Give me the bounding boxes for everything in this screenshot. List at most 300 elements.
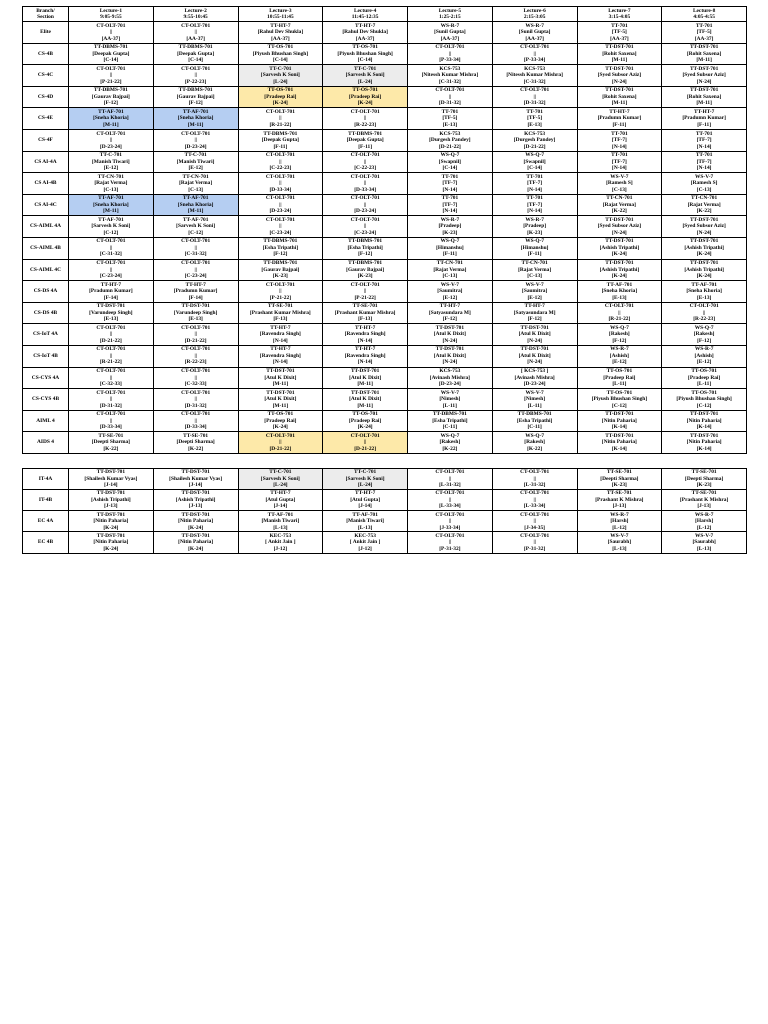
- faculty-name: [Pradumn Kumar]: [682, 115, 726, 122]
- lecture-cell: [662, 532, 747, 553]
- course-code: WS-Q-7: [525, 238, 545, 245]
- room-code: [K-14]: [611, 424, 627, 431]
- course-code: WS-Q-7: [525, 432, 545, 439]
- faculty-name: [Sneha Khoria]: [686, 288, 722, 295]
- room-code: [D-23-24]: [184, 143, 207, 150]
- room-code: [F-11]: [612, 121, 627, 128]
- room-code: [C-32-33]: [99, 381, 122, 388]
- room-code: [AA-37]: [610, 35, 629, 42]
- lecture-cell: [69, 237, 154, 259]
- course-code: TT-DST-701: [689, 432, 719, 439]
- lecture-cell: [323, 259, 408, 281]
- room-code: [AA-37]: [525, 35, 544, 42]
- course-code: CT-OLT-701: [435, 469, 465, 476]
- lecture-cell: [408, 237, 493, 259]
- room-code: [M-11]: [187, 121, 204, 128]
- room-code: [R-21-22]: [99, 359, 122, 366]
- faculty-name: [Saurabh]: [692, 539, 716, 546]
- lecture-cell: [238, 367, 323, 389]
- room-code: [C-14]: [103, 57, 119, 64]
- lecture-cell: [153, 410, 238, 432]
- room-code: [C-31-32]: [99, 251, 122, 258]
- lecture-cell: [662, 345, 747, 367]
- section-name: CS-4E: [23, 108, 69, 130]
- faculty-name: [Gaurav Bajpai]: [261, 266, 300, 273]
- course-code: TT-DST-701: [605, 65, 634, 72]
- room-code: [K-22]: [696, 208, 712, 215]
- lecture-header: [323, 7, 408, 22]
- lecture-cell: [69, 86, 154, 108]
- course-code: TT-DST-701: [266, 368, 295, 375]
- course-code: WS-Q-7: [525, 152, 545, 159]
- course-code: WS-Q-7: [694, 324, 714, 331]
- lecture-cell: [577, 324, 662, 346]
- course-code: TT-DBMS-701: [263, 260, 298, 267]
- room-code: [N-14]: [696, 165, 712, 172]
- faculty-name: [Esha Tripathi]: [347, 244, 383, 251]
- course-code: TT-OS-701: [352, 44, 378, 51]
- course-code: WS-V-7: [525, 389, 544, 396]
- faculty-name: [Ravendra Singh]: [344, 352, 386, 359]
- faculty-name: ||: [194, 352, 197, 359]
- room-code: [M-11]: [103, 121, 119, 128]
- lecture-label: Lecture-2: [184, 7, 207, 14]
- faculty-name: [Ravendra Singh]: [259, 331, 301, 338]
- room-code: [L-31-32]: [523, 482, 546, 489]
- lecture-header: [69, 7, 154, 22]
- faculty-name: [Harsh]: [610, 518, 629, 525]
- lecture-cell: [408, 86, 493, 108]
- lecture-cell: [69, 65, 154, 87]
- course-code: WS-R-7: [610, 511, 629, 518]
- lecture-cell: [662, 490, 747, 511]
- course-code: TT-DBMS-701: [263, 130, 298, 137]
- room-code: [F-12]: [358, 251, 373, 258]
- lecture-cell: [323, 43, 408, 65]
- faculty-name: [Rakesh]: [609, 331, 630, 338]
- faculty-name: [Rajat Verma]: [687, 201, 721, 208]
- room-code: [J-14]: [188, 482, 203, 489]
- faculty-name: [Ramesh S]: [606, 180, 633, 187]
- lecture-cell: [153, 532, 238, 553]
- room-code: [K-24]: [611, 251, 627, 258]
- course-code: [ KCS-753 ]: [520, 368, 549, 375]
- lecture-cell: [662, 367, 747, 389]
- course-code: TT-AF-701: [98, 195, 124, 202]
- lecture-cell: [662, 410, 747, 432]
- lecture-cell: [662, 324, 747, 346]
- lecture-cell: [577, 151, 662, 173]
- lecture-cell: [238, 194, 323, 216]
- course-code: TT-C-701: [269, 469, 292, 476]
- course-code: CT-OLT-701: [96, 411, 126, 418]
- faculty-name: [Pradeep]: [523, 223, 546, 230]
- faculty-name: [Deepti Sharma]: [91, 439, 130, 446]
- room-code: [K-24]: [357, 100, 373, 107]
- room-code: [K-23]: [527, 229, 543, 236]
- room-code: [E-12]: [527, 294, 542, 301]
- lecture-cell: [492, 108, 577, 130]
- room-code: [L-13]: [273, 524, 288, 531]
- lecture-cell: [153, 490, 238, 511]
- course-code: TT-DST-701: [181, 511, 210, 518]
- room-code: [C-14]: [527, 165, 542, 172]
- lecture-label: Lecture-4: [353, 7, 377, 14]
- course-code: CT-OLT-701: [265, 432, 295, 439]
- room-code: [K-23]: [272, 273, 288, 280]
- lecture-label: Lecture-1: [99, 7, 123, 14]
- course-code: TT-SE-701: [267, 303, 293, 310]
- course-code: TT-SE-701: [98, 432, 124, 439]
- faculty-name: ||: [448, 50, 452, 57]
- room-code: [N-14]: [273, 337, 288, 344]
- faculty-name: [Nitin Paharia]: [686, 417, 722, 424]
- room-code: [K-14]: [611, 445, 627, 452]
- course-code: WS-R-7: [694, 346, 714, 353]
- room-code: [N-14]: [442, 208, 458, 215]
- lecture-cell: [323, 108, 408, 130]
- lecture-cell: [69, 173, 154, 195]
- course-code: TT-SE-701: [606, 469, 632, 476]
- faculty-name: [Nitessh Kumar Mishra]: [421, 72, 479, 79]
- room-code: [P-33-34]: [439, 57, 461, 64]
- faculty-name: [Rohit Saxena]: [686, 93, 722, 100]
- faculty-name: [Rakesh]: [524, 439, 545, 446]
- faculty-name: ||: [448, 475, 452, 482]
- lecture-cell: [69, 151, 154, 173]
- course-code: TT-DST-701: [689, 44, 719, 51]
- room-code: [N-14]: [527, 208, 542, 215]
- lecture-cell: [238, 281, 323, 303]
- room-code: [AA-37]: [694, 35, 714, 42]
- faculty-name: ||: [109, 352, 113, 359]
- course-code: WS-V-7: [440, 281, 459, 288]
- course-code: TT-DST-701: [605, 432, 634, 439]
- table-row: [23, 108, 747, 130]
- room-code: [P-31-32]: [523, 545, 546, 552]
- room-code: [J-33-34]: [439, 524, 461, 531]
- room-code: [E-12]: [188, 165, 203, 172]
- course-code: CT-OLT-701: [265, 152, 295, 159]
- room-code: [D-21-22]: [184, 337, 207, 344]
- faculty-name: [ Ankit Jain ]: [265, 539, 296, 546]
- room-code: [L-24]: [357, 78, 373, 85]
- lecture-cell: [323, 65, 408, 87]
- faculty-name: ||: [109, 374, 113, 381]
- room-code: [D-21-22]: [354, 445, 377, 452]
- course-code: CT-OLT-701: [96, 389, 126, 396]
- faculty-name: [Nitin Paharia]: [178, 518, 214, 525]
- timetable-secondary-body: [23, 468, 747, 553]
- lecture-cell: [492, 432, 577, 454]
- room-code: [N-24]: [527, 359, 542, 366]
- faculty-name: [Sarvesh K Soni]: [176, 223, 216, 230]
- room-code: [N-14]: [273, 359, 288, 366]
- section-name: CS AI-4C: [23, 194, 69, 216]
- room-code: [J-13]: [188, 503, 203, 510]
- section-name: CS-CYS 4A: [23, 367, 69, 389]
- room-code: [N-24]: [696, 78, 712, 85]
- course-code: TT-DBMS-701: [263, 238, 298, 245]
- course-code: CT-OLT-701: [435, 44, 465, 51]
- faculty-name: [Atul K Dixit]: [264, 374, 297, 381]
- course-code: CT-OLT-701: [520, 87, 550, 94]
- room-code: [C-14]: [357, 57, 373, 64]
- lecture-cell: [323, 281, 408, 303]
- lecture-cell: [69, 324, 154, 346]
- course-code: CT-OLT-701: [181, 65, 211, 72]
- header-row: [23, 7, 747, 22]
- faculty-name: [Pradumn Kumar]: [173, 288, 218, 295]
- room-code: [J-14]: [273, 503, 288, 510]
- room-code: [K-23]: [611, 482, 627, 489]
- faculty-name: ||: [448, 496, 452, 503]
- course-code: WS-R-7: [694, 511, 714, 518]
- room-code: [J-14]: [104, 482, 118, 489]
- lecture-time: 2:15-3:05: [523, 14, 546, 20]
- lecture-cell: [153, 367, 238, 389]
- room-code: [K-22]: [103, 445, 119, 452]
- lecture-cell: [238, 259, 323, 281]
- lecture-cell: [492, 468, 577, 489]
- faculty-name: [Pradumn Kumar]: [89, 288, 133, 295]
- table-row: [23, 432, 747, 454]
- course-code: TT-HT-7: [354, 490, 376, 497]
- faculty-name: [TF-7]: [696, 137, 712, 144]
- course-code: TT-701: [441, 195, 459, 202]
- faculty-name: [Prashant Kumar Mishra]: [334, 309, 396, 316]
- faculty-name: ||: [533, 518, 536, 525]
- faculty-name: [Prashant K Mishra]: [595, 496, 644, 503]
- course-code: CT-OLT-701: [520, 490, 550, 497]
- course-code: TT-HT-7: [354, 346, 376, 353]
- faculty-name: [Himanshu]: [520, 244, 549, 251]
- room-code: [N-24]: [442, 337, 458, 344]
- lecture-cell: [69, 216, 154, 238]
- room-code: [C-31-32]: [184, 251, 207, 258]
- room-code: [C-13]: [612, 186, 627, 193]
- room-code: [L-11]: [527, 402, 542, 409]
- faculty-name: [Deepak Gupta]: [177, 50, 215, 57]
- lecture-cell: [662, 86, 747, 108]
- course-code: TT-AF-701: [98, 108, 124, 115]
- room-code: [L-13]: [612, 545, 627, 552]
- faculty-name: ||: [194, 331, 197, 338]
- faculty-name: [TF-5]: [611, 29, 627, 36]
- course-code: WS-V-7: [695, 173, 714, 180]
- course-code: WS-Q-7: [440, 152, 460, 159]
- faculty-name: [Deepak Gupta]: [92, 50, 130, 57]
- lecture-cell: [323, 194, 408, 216]
- faculty-name: [Pradeep Rai]: [264, 417, 297, 424]
- table-row: [23, 490, 747, 511]
- course-code: TT-CN-701: [436, 260, 463, 267]
- room-code: [K-14]: [696, 445, 712, 452]
- lecture-cell: [69, 281, 154, 303]
- faculty-name: ||: [618, 309, 621, 316]
- lecture-cell: [238, 237, 323, 259]
- room-code: [J-13]: [104, 503, 118, 510]
- course-code: KCS-753: [439, 130, 461, 137]
- section-name: AIML 4: [23, 410, 69, 432]
- lecture-cell: [69, 367, 154, 389]
- faculty-name: [Satyasundara M]: [513, 309, 556, 316]
- course-code: TT-HT-7: [270, 324, 291, 331]
- course-code: TT-701: [526, 108, 543, 115]
- lecture-header: [492, 7, 577, 22]
- room-code: [F-14]: [188, 294, 203, 301]
- faculty-name: [Piyush Bhushan Singh]: [252, 50, 309, 57]
- room-code: [N-24]: [442, 359, 458, 366]
- faculty-name: ||: [279, 115, 282, 122]
- faculty-name: [Nitin Paharia]: [601, 439, 637, 446]
- table-row: [23, 468, 747, 489]
- room-code: [L-33-34]: [439, 503, 461, 510]
- course-code: TT-C-701: [269, 65, 292, 72]
- faculty-name: ||: [109, 244, 113, 251]
- room-code: [C-23-24]: [354, 229, 377, 236]
- lecture-cell: [323, 490, 408, 511]
- room-code: [C-11]: [442, 424, 458, 431]
- table-row: [23, 22, 747, 44]
- faculty-name: ||: [533, 496, 536, 503]
- lecture-label: Lecture-3: [269, 7, 292, 14]
- room-code: [K-22]: [188, 445, 204, 452]
- faculty-name: ||: [109, 72, 113, 79]
- course-code: TT-AF-701: [267, 511, 294, 518]
- section-name: IT-4B: [23, 490, 69, 511]
- table-row: [23, 302, 747, 324]
- course-code: TT-DST-701: [350, 389, 380, 396]
- faculty-name: [TF-7]: [442, 201, 458, 208]
- lecture-cell: [323, 216, 408, 238]
- course-code: TT-DST-701: [605, 260, 634, 267]
- lecture-cell: [577, 259, 662, 281]
- room-code: [M-11]: [611, 57, 628, 64]
- course-code: TT-DST-701: [266, 389, 295, 396]
- room-code: [F-11]: [527, 251, 542, 258]
- course-code: TT-AF-701: [606, 281, 633, 288]
- faculty-name: [Syed Subsor Aziz]: [682, 72, 726, 79]
- course-code: TT-DST-701: [435, 324, 465, 331]
- lecture-cell: [153, 216, 238, 238]
- course-code: CT-OLT-701: [96, 368, 126, 375]
- course-code: TT-701: [695, 130, 713, 137]
- room-code: [M-11]: [696, 100, 712, 107]
- faculty-name: [Atul K Dixit]: [264, 396, 297, 403]
- course-code: WS-V-7: [610, 532, 629, 539]
- course-code: TT-DBMS-701: [93, 44, 128, 51]
- room-code: [N-24]: [527, 337, 542, 344]
- lecture-cell: [577, 43, 662, 65]
- lecture-cell: [577, 468, 662, 489]
- table-row: [23, 43, 747, 65]
- room-code: [N-14]: [357, 337, 373, 344]
- room-code: [E-12]: [103, 165, 119, 172]
- lecture-cell: [408, 129, 493, 151]
- course-code: CT-OLT-701: [181, 324, 211, 331]
- faculty-name: ||: [279, 180, 282, 187]
- course-code: TT-DST-701: [181, 532, 210, 539]
- lecture-cell: [153, 173, 238, 195]
- room-code: [D-23-24]: [99, 143, 122, 150]
- lecture-cell: [238, 216, 323, 238]
- course-code: KEC-753: [269, 532, 292, 539]
- course-code: TT-AF-701: [182, 216, 209, 223]
- faculty-name: [Ashish Tripathi]: [684, 266, 724, 273]
- lecture-cell: [153, 468, 238, 489]
- lecture-cell: [577, 173, 662, 195]
- table-row: [23, 511, 747, 532]
- faculty-name: [Ashish]: [609, 352, 629, 359]
- course-code: CT-OLT-701: [435, 87, 465, 94]
- faculty-name: [Atul K Dixit]: [433, 331, 466, 338]
- lecture-cell: [323, 367, 408, 389]
- lecture-cell: [492, 151, 577, 173]
- lecture-cell: [408, 490, 493, 511]
- faculty-name: [Gaurav Bajpai]: [91, 93, 130, 100]
- room-code: [D-31-32]: [523, 100, 546, 107]
- room-code: [K-22]: [527, 445, 543, 452]
- room-code: [D-23-24]: [523, 381, 546, 388]
- course-code: CT-OLT-701: [181, 368, 211, 375]
- table-row: [23, 216, 747, 238]
- course-code: KCS-753: [524, 130, 546, 137]
- room-code: [C-12]: [696, 402, 712, 409]
- room-code: [K-24]: [357, 424, 373, 431]
- faculty-name: ||: [194, 417, 197, 424]
- table-row: [23, 532, 747, 553]
- lecture-cell: [662, 43, 747, 65]
- lecture-cell: [153, 259, 238, 281]
- faculty-name: [Sneha Khoria]: [177, 115, 214, 122]
- lecture-cell: [238, 86, 323, 108]
- lecture-header: [577, 7, 662, 22]
- lecture-cell: [408, 324, 493, 346]
- section-name: EC 4B: [23, 532, 69, 553]
- room-code: [C-23-24]: [269, 229, 292, 236]
- lecture-cell: [408, 194, 493, 216]
- lecture-cell: [408, 65, 493, 87]
- faculty-name: [Nitin Paharia]: [178, 539, 214, 546]
- course-code: TT-OS-701: [606, 368, 633, 375]
- room-code: [L-11]: [697, 381, 712, 388]
- faculty-name: ||: [533, 93, 536, 100]
- section-name: CS-4F: [23, 129, 69, 151]
- lecture-cell: [408, 259, 493, 281]
- table-row: [23, 410, 747, 432]
- room-code: [J-12]: [358, 545, 372, 552]
- faculty-name: [Deepak Gupta]: [261, 137, 299, 144]
- lecture-cell: [577, 216, 662, 238]
- faculty-name: [Esha Tripathi]: [262, 244, 299, 251]
- lecture-cell: [153, 194, 238, 216]
- faculty-name: [Swapnil]: [438, 158, 461, 165]
- faculty-name: ||: [109, 137, 113, 144]
- room-code: [M-11]: [272, 381, 289, 388]
- room-code: [C-14]: [188, 57, 203, 64]
- faculty-name: [Atul K Dixit]: [349, 396, 382, 403]
- lecture-cell: [492, 65, 577, 87]
- course-code: CT-OLT-701: [350, 152, 380, 159]
- room-code: [N-14]: [612, 165, 627, 172]
- table-row: [23, 259, 747, 281]
- faculty-name: [Syed Subsor Aziz]: [597, 223, 642, 230]
- course-code: CT-OLT-701: [265, 108, 295, 115]
- course-code: TT-CN-701: [691, 195, 718, 202]
- faculty-name: [Manish Tiwari]: [92, 158, 130, 165]
- faculty-name: ||: [279, 223, 282, 230]
